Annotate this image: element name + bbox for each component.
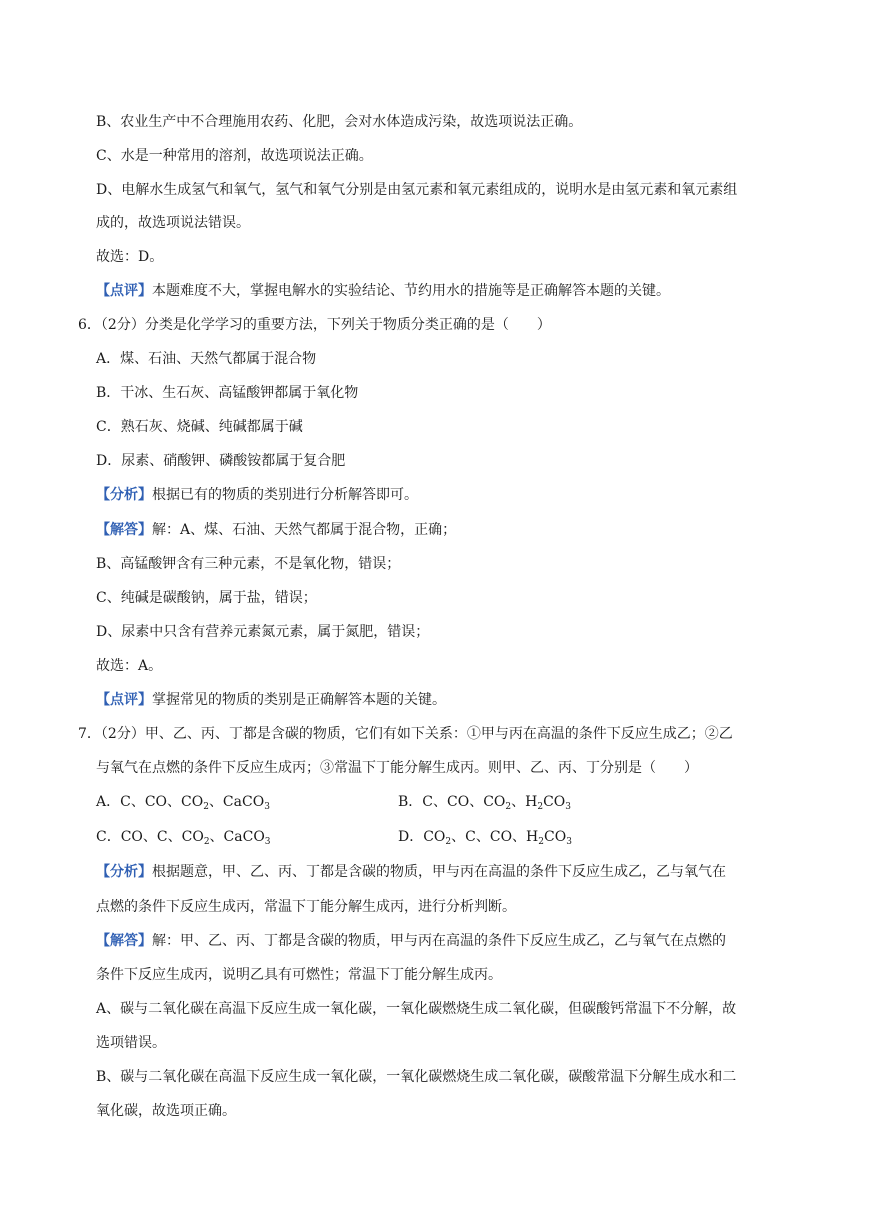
question-6-option-b: B．干冰、生石灰、高锰酸钾都属于氧化物 bbox=[96, 385, 359, 401]
question-6-solution-c: C、纯碱是碳酸钠，属于盐，错误； bbox=[96, 590, 317, 606]
review-tag: 【点评】 bbox=[96, 692, 152, 708]
question-6-option-c: C．熟石灰、烧碱、纯碱都属于碱 bbox=[96, 419, 303, 435]
question-7-option-a: A．C、CO、$CO_2$、CaCO$_3$ bbox=[96, 794, 270, 812]
question-7-solution-a-1: A、碳与二氧化碳在高温下反应生成一氧化碳，一氧化碳燃烧生成二氧化碳，但碳酸钙常温下不分解，故 bbox=[96, 1001, 737, 1017]
question-7-solution-a-2: 选项错误。 bbox=[96, 1035, 166, 1051]
question-7-solution-2: 条件下反应生成丙，说明乙具有可燃性；常温下丁能分解生成丙。 bbox=[96, 967, 502, 983]
question-6-analysis bbox=[96, 485, 418, 505]
question-6-answer: 故选：A。 bbox=[96, 658, 163, 674]
question-6-review bbox=[96, 690, 446, 710]
solution-text: 解：甲、乙、丙、丁都是含碳的物质，甲与丙在高温的条件下反应生成乙，乙与氧气在点燃的 bbox=[152, 933, 726, 949]
review-tag: 【点评】 bbox=[96, 283, 152, 299]
review-text: 本题难度不大，掌握电解水的实验结论、节约用水的措施等是正确解答本题的关键。 bbox=[152, 283, 670, 299]
review-line bbox=[96, 281, 670, 301]
solution-tag: 【解答】 bbox=[96, 522, 152, 538]
question-6-stem: 6．（2分）分类是化学学习的重要方法，下列关于物质分类正确的是（ ） bbox=[78, 317, 551, 333]
question-7-option-b: B．C、CO、$CO_2$、$H_2CO_3$ bbox=[398, 794, 572, 812]
question-7-option-c: C．CO、C、$CO_2$、CaCO$_3$ bbox=[96, 829, 271, 847]
answer-line: 故选：D。 bbox=[96, 249, 164, 265]
analysis-tag: 【分析】 bbox=[96, 487, 152, 503]
solution-line-c: C、水是一种常用的溶剂，故选项说法正确。 bbox=[96, 148, 373, 164]
review-text: 掌握常见的物质的类别是正确解答本题的关键。 bbox=[152, 692, 446, 708]
solution-line-d-2: 成的，故选项说法错误。 bbox=[96, 215, 250, 231]
question-7-solution-b-1: B、碳与二氧化碳在高温下反应生成一氧化碳，一氧化碳燃烧生成二氧化碳，碳酸常温下分解生成水和二 bbox=[96, 1069, 737, 1085]
analysis-text: 根据已有的物质的类别进行分析解答即可。 bbox=[152, 487, 418, 503]
solution-line-d-1: D、电解水生成氢气和氧气，氢气和氧气分别是由氢元素和氧元素组成的，说明水是由氢元素和氧元素组 bbox=[96, 182, 738, 198]
question-7-analysis-1 bbox=[96, 862, 726, 882]
question-6-solution-b: B、高锰酸钾含有三种元素，不是氧化物，错误； bbox=[96, 556, 401, 572]
question-7-solution-b-2: 氧化碳，故选项正确。 bbox=[96, 1103, 236, 1119]
question-6-option-d: D．尿素、硝酸钾、磷酸铵都属于复合肥 bbox=[96, 453, 346, 469]
question-7-solution-1 bbox=[96, 931, 726, 951]
question-6-option-a: A．煤、石油、天然气都属于混合物 bbox=[96, 351, 317, 367]
solution-text: 解：A、煤、石油、天然气都属于混合物，正确； bbox=[152, 522, 457, 538]
question-7-analysis-2: 点燃的条件下反应生成丙，常温下丁能分解生成丙，进行分析判断。 bbox=[96, 899, 516, 915]
question-7-option-d: D．$CO_2$、C、CO、$H_2CO_3$ bbox=[398, 829, 572, 847]
question-6-solution bbox=[96, 520, 456, 540]
solution-tag: 【解答】 bbox=[96, 933, 152, 949]
question-7-stem-1: 7．（2分）甲、乙、丙、丁都是含碳的物质，它们有如下关系：①甲与丙在高温的条件下反应生成乙；②乙 bbox=[78, 726, 733, 742]
solution-line-b: B、农业生产中不合理施用农药、化肥，会对水体造成污染，故选项说法正确。 bbox=[96, 114, 583, 130]
analysis-tag: 【分析】 bbox=[96, 864, 152, 880]
question-6-solution-d: D、尿素中只含有营养元素氮元素，属于氮肥，错误； bbox=[96, 624, 430, 640]
question-7-stem-2: 与氧气在点燃的条件下反应生成丙；③常温下丁能分解生成丙。则甲、乙、丙、丁分别是（ ） bbox=[96, 760, 698, 776]
analysis-text: 根据题意，甲、乙、丙、丁都是含碳的物质，甲与丙在高温的条件下反应生成乙，乙与氧气在 bbox=[152, 864, 726, 880]
